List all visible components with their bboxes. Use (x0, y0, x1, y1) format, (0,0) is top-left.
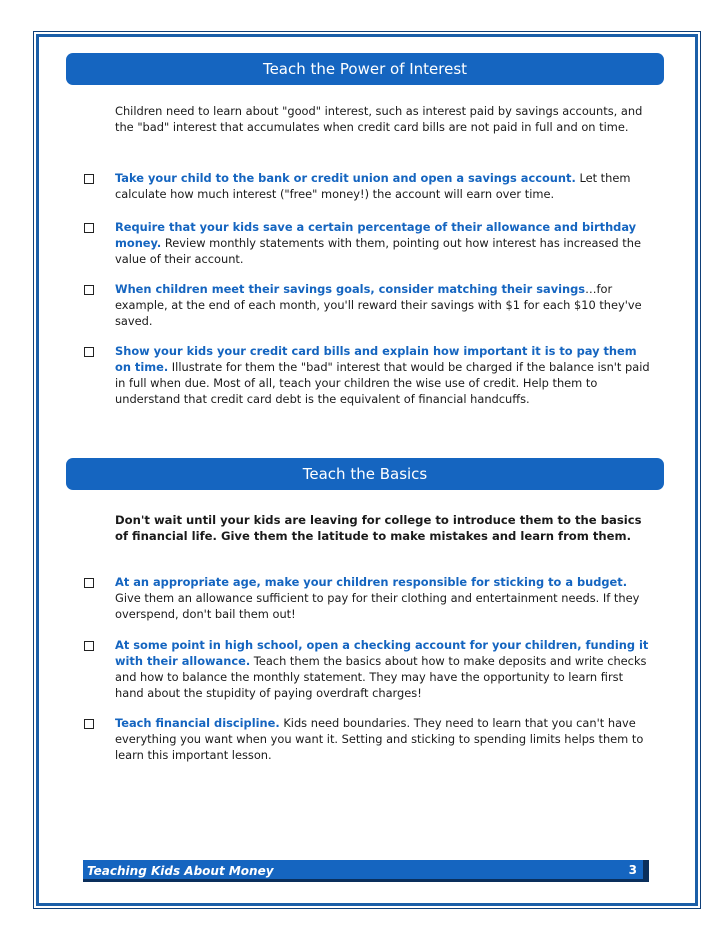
item-body: Illustrate for them the "bad" interest that would be charged if the balance isn't paid in full when due. Most of all, teach your children the wise use of credit. Help them to understand that credit card debt is the equivalent of financial handcuffs. (115, 360, 650, 406)
section-banner-interest (66, 53, 664, 85)
item-text (115, 574, 650, 622)
item-lead: Teach financial discipline. (115, 716, 280, 730)
item-text (115, 637, 650, 701)
checkbox-icon[interactable] (84, 285, 94, 295)
checkbox-icon[interactable] (84, 641, 94, 651)
item-text (115, 343, 650, 407)
item-lead: Require that your kids save a certain percentage of their allowance and birthday money. (115, 220, 637, 250)
page-number: 3 (628, 863, 637, 877)
footer-title: Teaching Kids About Money (87, 864, 274, 878)
item-body: Review monthly statements with them, pointing out how interest has increased the value of their account. (115, 236, 641, 266)
item-text (115, 219, 650, 267)
item-lead: At an appropriate age, make your children responsible for sticking to a budget. (115, 575, 628, 589)
item-body: Kids need boundaries. They need to learn that you can't have everything you want when you want it. Setting and sticking to spending limits helps them to learn this important lesson. (115, 716, 644, 762)
checkbox-icon[interactable] (84, 223, 94, 233)
item-text (115, 281, 650, 329)
checkbox-icon[interactable] (84, 347, 94, 357)
section-banner-basics (66, 458, 664, 490)
page-footer (83, 860, 649, 882)
section-title: Teach the Basics (302, 465, 428, 483)
item-lead: Take your child to the bank or credit union and open a savings account. (115, 171, 576, 185)
section-intro: Don't wait until your kids are leaving for college to introduce them to the basics of financial life. Give them the latitude to make mistakes and learn from them. (115, 513, 642, 543)
item-body: …for example, at the end of each month, you'll reward their savings with $1 for each $10 they've saved. (115, 282, 642, 328)
item-text (115, 170, 650, 202)
section-intro: Children need to learn about "good" interest, such as interest paid by savings accounts, and the "bad" interest that accumulates when credit card bills are not paid in full and on time. (115, 104, 643, 134)
item-body: Teach them the basics about how to make deposits and write checks and how to balance the monthly statement. They may have the opportunity to learn first hand about the stupidity of paying overdraft charges! (115, 654, 647, 700)
item-lead: Show your kids your credit card bills and explain how important it is to pay them on time. (115, 344, 637, 374)
checkbox-icon[interactable] (84, 719, 94, 729)
item-text (115, 715, 650, 763)
item-lead: When children meet their savings goals, consider matching their savings (115, 282, 586, 296)
checkbox-icon[interactable] (84, 578, 94, 588)
checkbox-icon[interactable] (84, 174, 94, 184)
item-body: Let them calculate how much interest ("free" money!) the account will earn over time. (115, 171, 631, 201)
item-lead: At some point in high school, open a checking account for your children, funding it with their allowance. (115, 638, 649, 668)
section-title: Teach the Power of Interest (262, 60, 468, 78)
item-body: Give them an allowance sufficient to pay for their clothing and entertainment needs. If they overspend, don't bail them out! (115, 591, 640, 621)
